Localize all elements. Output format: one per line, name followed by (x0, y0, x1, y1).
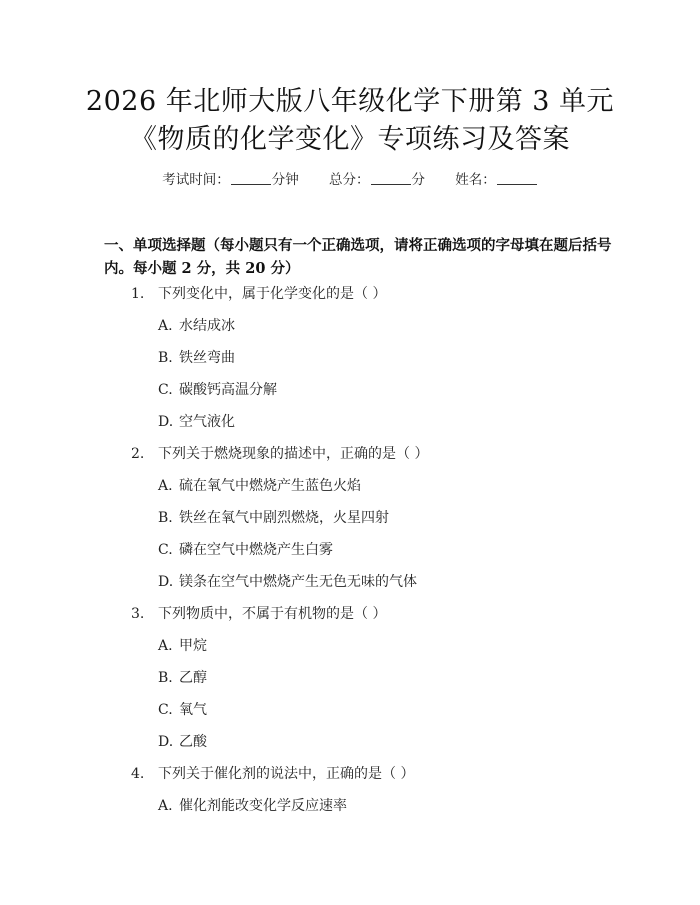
exam-time-blank[interactable] (231, 172, 271, 185)
question-number: 1. (131, 286, 145, 302)
total-score-field (329, 172, 425, 188)
option-text: 铁丝在氧气中剧烈燃烧，火星四射 (179, 510, 389, 526)
option-text: 铁丝弯曲 (179, 350, 235, 366)
option-letter: B. (158, 670, 173, 686)
option-letter: D. (158, 734, 174, 750)
option-letter: B. (158, 510, 173, 526)
option-letter: A. (158, 798, 173, 814)
option-letter: C. (158, 542, 173, 558)
option-1b (158, 347, 235, 367)
option-letter: A. (158, 318, 173, 334)
question-text: 下列变化中，属于化学变化的是（ ） (158, 286, 387, 302)
option-1a (158, 315, 235, 335)
question-text: 下列关于催化剂的说法中，正确的是（ ） (158, 766, 415, 782)
option-letter: C. (158, 702, 173, 718)
option-text: 磷在空气中燃烧产生白雾 (179, 542, 333, 558)
option-1c (158, 379, 277, 399)
option-letter: D. (158, 414, 174, 430)
option-letter: B. (158, 350, 173, 366)
question-3 (131, 603, 386, 623)
option-2b (158, 507, 389, 527)
option-3b (158, 667, 207, 687)
option-letter: A. (158, 638, 173, 654)
option-text: 乙醇 (179, 670, 207, 686)
question-number: 2. (131, 446, 145, 462)
question-number: 4. (131, 766, 145, 782)
option-3c (158, 699, 207, 719)
total-score-label: 总分： (329, 172, 370, 188)
document-title-line-2: 《物质的化学变化》专项练习及答案 (130, 124, 570, 155)
option-letter: A. (158, 478, 173, 494)
option-text: 镁条在空气中燃烧产生无色无味的气体 (179, 574, 417, 590)
option-text: 催化剂能改变化学反应速率 (179, 798, 347, 814)
option-2d (158, 571, 417, 591)
option-text: 甲烷 (179, 638, 207, 654)
student-name-field (455, 172, 538, 188)
total-score-unit: 分 (411, 172, 425, 188)
exam-time-unit: 分钟 (271, 172, 299, 188)
question-number: 3. (131, 606, 145, 622)
section-1-heading: 一、单项选择题（每小题只有一个正确选项，请将正确选项的字母填在题后括号内。每小题 2 分，共 20 分） (104, 237, 612, 277)
option-text: 水结成冰 (179, 318, 235, 334)
option-letter: C. (158, 382, 173, 398)
student-name-label: 姓名： (455, 172, 496, 188)
option-letter: D. (158, 574, 174, 590)
option-text: 硫在氧气中燃烧产生蓝色火焰 (179, 478, 361, 494)
option-text: 碳酸钙高温分解 (179, 382, 277, 398)
option-4a (158, 795, 347, 815)
document-title-line-1: 2026 年北师大版八年级化学下册第 3 单元 (85, 86, 615, 117)
question-text: 下列物质中，不属于有机物的是（ ） (158, 606, 387, 622)
option-text: 氧气 (179, 702, 207, 718)
exam-time-label: 考试时间： (162, 172, 230, 188)
option-text: 空气液化 (179, 414, 235, 430)
option-text: 乙酸 (179, 734, 207, 750)
option-1d (158, 411, 235, 431)
exam-info-line (0, 168, 700, 188)
option-2c (158, 539, 333, 559)
exam-time-field (162, 172, 299, 188)
question-1 (131, 283, 386, 303)
question-2 (131, 443, 428, 463)
option-2a (158, 475, 361, 495)
option-3a (158, 635, 207, 655)
student-name-blank[interactable] (497, 172, 537, 185)
question-text: 下列关于燃烧现象的描述中，正确的是（ ） (158, 446, 429, 462)
total-score-blank[interactable] (371, 172, 411, 185)
question-4 (131, 763, 414, 783)
option-3d (158, 731, 207, 751)
